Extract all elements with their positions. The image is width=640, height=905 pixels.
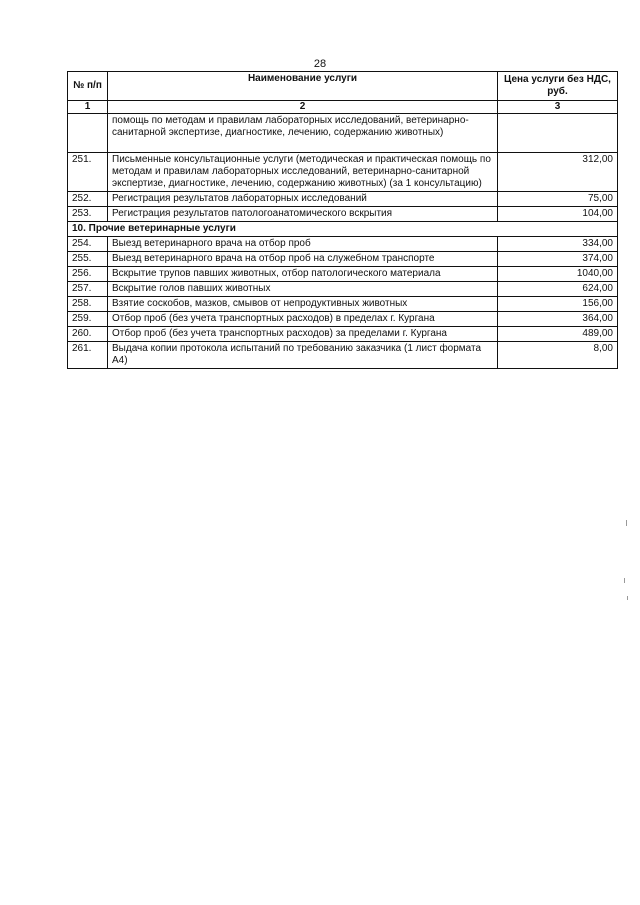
header-num: № п/п <box>68 72 108 101</box>
row-name: Отбор проб (без учета транспортных расходов) за пределами г. Кургана <box>108 327 498 342</box>
row-price: 104,00 <box>498 207 618 222</box>
row-name: Вскрытие трупов павших животных, отбор патологического материала <box>108 267 498 282</box>
table-row <box>68 207 618 222</box>
row-num: 256. <box>68 267 108 282</box>
row-price: 624,00 <box>498 282 618 297</box>
table-row-continuation <box>68 114 618 153</box>
row-name: Регистрация результатов лабораторных исследований <box>108 192 498 207</box>
row-price: 75,00 <box>498 192 618 207</box>
table-row <box>68 252 618 267</box>
column-number-row <box>68 101 618 114</box>
column-number: 2 <box>108 101 498 114</box>
row-num <box>68 114 108 153</box>
row-num: 260. <box>68 327 108 342</box>
section-row <box>68 222 618 237</box>
page-number: 28 <box>313 58 327 70</box>
row-price <box>498 114 618 153</box>
header-price: Цена услуги без НДС, руб. <box>498 72 618 101</box>
row-price: 8,00 <box>498 342 618 369</box>
row-num: 253. <box>68 207 108 222</box>
row-price: 374,00 <box>498 252 618 267</box>
row-num: 255. <box>68 252 108 267</box>
scan-artifact <box>624 578 625 583</box>
column-number: 1 <box>68 101 108 114</box>
row-price: 334,00 <box>498 237 618 252</box>
row-num: 258. <box>68 297 108 312</box>
table-row <box>68 297 618 312</box>
table-row <box>68 267 618 282</box>
row-price: 364,00 <box>498 312 618 327</box>
scan-artifact <box>627 596 628 600</box>
scan-artifact <box>626 520 627 526</box>
table-row <box>68 342 618 369</box>
row-num: 254. <box>68 237 108 252</box>
row-name: помощь по методам и правилам лабораторных исследований, ветеринарно-санитарной экспертизе, диагностике, лечению, содержанию животных) <box>108 114 498 153</box>
row-num: 261. <box>68 342 108 369</box>
section-title: 10. Прочие ветеринарные услуги <box>68 222 618 237</box>
column-number: 3 <box>498 101 618 114</box>
row-name: Выезд ветеринарного врача на отбор проб <box>108 237 498 252</box>
row-num: 251. <box>68 153 108 192</box>
table-row <box>68 327 618 342</box>
row-name: Вскрытие голов павших животных <box>108 282 498 297</box>
row-price: 1040,00 <box>498 267 618 282</box>
table-row <box>68 153 618 192</box>
row-price: 489,00 <box>498 327 618 342</box>
row-name: Взятие соскобов, мазков, смывов от непродуктивных животных <box>108 297 498 312</box>
row-name: Выезд ветеринарного врача на отбор проб на служебном транспорте <box>108 252 498 267</box>
row-name: Регистрация результатов патологоанатомического вскрытия <box>108 207 498 222</box>
table-header-row <box>68 72 618 101</box>
row-name: Письменные консультационные услуги (методическая и практическая помощь по методам и правилам лабораторных исследований, ветеринарно-санитарной экспертизе, диагностике, лечению, содержанию животных) (за 1 консультацию) <box>108 153 498 192</box>
row-name: Отбор проб (без учета транспортных расходов) в пределах г. Кургана <box>108 312 498 327</box>
row-name: Выдача копии протокола испытаний по требованию заказчика (1 лист формата А4) <box>108 342 498 369</box>
table-row <box>68 237 618 252</box>
row-num: 252. <box>68 192 108 207</box>
table-row <box>68 312 618 327</box>
row-price: 156,00 <box>498 297 618 312</box>
header-name: Наименование услуги <box>108 72 498 101</box>
row-price: 312,00 <box>498 153 618 192</box>
row-num: 259. <box>68 312 108 327</box>
row-num: 257. <box>68 282 108 297</box>
table-row <box>68 282 618 297</box>
services-price-table <box>67 71 618 369</box>
table-row <box>68 192 618 207</box>
